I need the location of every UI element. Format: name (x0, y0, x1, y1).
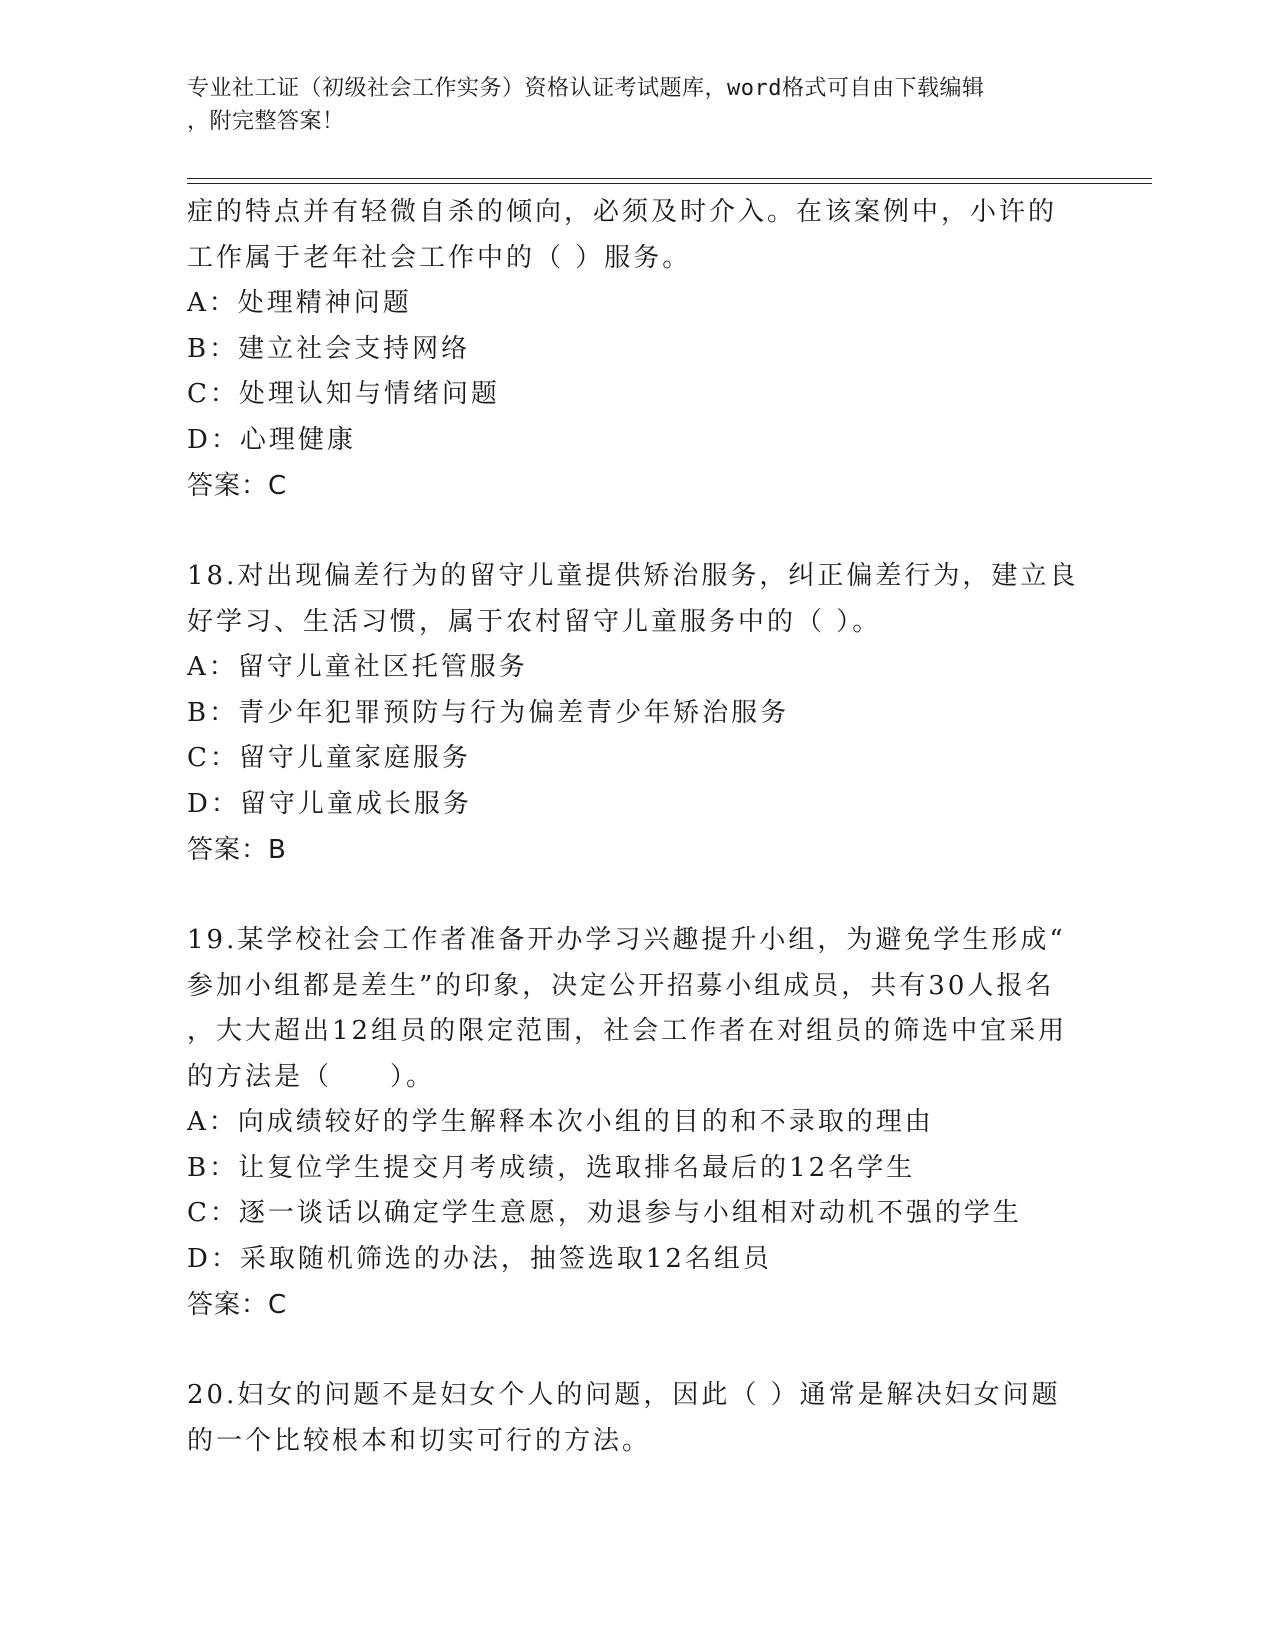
header-divider-top (187, 178, 1152, 179)
question-content (187, 190, 1087, 1464)
answer-line: 答案：C (187, 1290, 288, 1320)
answer-line: 答案：B (187, 835, 287, 865)
question-stem-line: ，大大超出12组员的限定范围，社会工作者在对组员的筛选中宜采用 (187, 1016, 1068, 1046)
option-b: B：青少年犯罪预防与行为偏差青少年矫治服务 (187, 697, 790, 728)
question-stem-line: 的方法是（ ）。 (187, 1061, 436, 1092)
option-a: A：向成绩较好的学生解释本次小组的目的和不录取的理由 (187, 1107, 934, 1137)
option-c: C：逐一谈话以确定学生意愿，劝退参与小组相对动机不强的学生 (187, 1198, 1022, 1228)
header-divider-bottom (187, 183, 1152, 184)
question-spacer (187, 509, 1087, 554)
question-stem-line: 的一个比较根本和切实可行的方法。 (187, 1425, 652, 1456)
question-stem-line: 20.妇女的问题不是妇女个人的问题，因此（ ）通常是解决妇女问题 (187, 1380, 1061, 1410)
option-a: A：留守儿童社区托管服务 (187, 652, 528, 682)
question-stem-line: 症的特点并有轻微自杀的倾向，必须及时介入。在该案例中，小许的 (187, 197, 1058, 227)
option-d: D：心理健康 (187, 424, 356, 455)
option-d: D：采取随机筛选的办法，抽签选取12名组员 (187, 1243, 772, 1274)
question-stem-line: 参加小组都是差生”的印象，决定公开招募小组成员，共有30人报名 (187, 970, 1055, 1001)
option-a: A：处理精神问题 (187, 288, 412, 318)
question-stem-line: 19.某学校社会工作者准备开办学习兴趣提升小组，为避免学生形成“ (187, 925, 1066, 955)
option-b: B：建立社会支持网络 (187, 333, 471, 364)
question-stem-line: 工作属于老年社会工作中的（ ）服务。 (187, 242, 692, 273)
question-spacer (187, 1328, 1087, 1373)
option-d: D：留守儿童成长服务 (187, 788, 472, 819)
option-c: C：处理认知与情绪问题 (187, 379, 500, 409)
question-spacer (187, 873, 1087, 918)
page-header (187, 72, 1067, 138)
question-stem-line: 18.对出现偏差行为的留守儿童提供矫治服务，纠正偏差行为，建立良 (187, 561, 1079, 591)
question-block-18 (187, 554, 1087, 873)
option-b: B：让复位学生提交月考成绩，选取排名最后的12名学生 (187, 1152, 916, 1183)
option-c: C：留守儿童家庭服务 (187, 743, 471, 773)
answer-line: 答案：C (187, 471, 288, 501)
question-block-19 (187, 918, 1087, 1328)
question-block-20 (187, 1373, 1087, 1464)
header-title-line-1: 专业社工证（初级社会工作实务）资格认证考试题库，word格式可自由下载编辑 (187, 76, 985, 101)
question-block-17 (187, 190, 1087, 509)
header-title-line-2: ，附完整答案！ (187, 109, 345, 134)
question-stem-line: 好学习、生活习惯，属于农村留守儿童服务中的（ ）。 (187, 606, 882, 637)
